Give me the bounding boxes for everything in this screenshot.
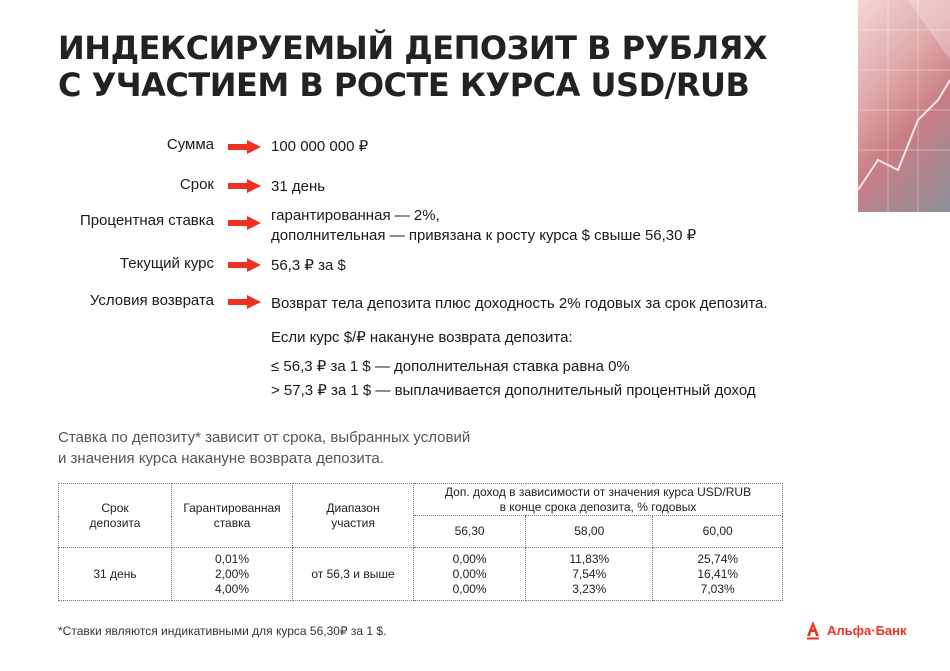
arrow-right-icon	[228, 216, 261, 230]
title-line-1: ИНДЕКСИРУЕМЫЙ ДЕПОЗИТ В РУБЛЯХ	[58, 29, 768, 67]
note-line-1: Ставка по депозиту* зависит от срока, выбранных условий	[58, 429, 471, 446]
term-label: Срок	[179, 176, 214, 193]
cell-rate-1: 0,00% 0,00% 0,00%	[414, 548, 526, 601]
cell-rate-2: 11,83% 7,54% 3,23%	[526, 548, 653, 601]
header-rate-1: 56,30	[414, 516, 526, 548]
return-value-case-high: > 57,3 ₽ за 1 $ — выплачивается дополнительный процентный доход	[271, 382, 756, 399]
return-value-condition: Если курс $/₽ накануне возврата депозита:	[271, 329, 573, 346]
header-extra-income: Доп. доход в зависимости от значения курса USD/RUB в конце срока депозита, % годовых	[414, 484, 783, 516]
return-label: Условия возврата	[89, 292, 214, 309]
arrow-right-icon	[228, 295, 261, 309]
deposit-rates-table	[58, 483, 783, 601]
rate-note	[58, 427, 470, 469]
header-range: Диапазон участия	[293, 484, 414, 548]
page-title	[58, 30, 767, 104]
fx-value: 56,3 ₽ за $	[271, 257, 346, 274]
term-value: 31 день	[271, 178, 326, 195]
amount-value: 100 000 000 ₽	[271, 138, 369, 155]
cell-rate-3: 25,74% 16,41% 7,03%	[653, 548, 783, 601]
header-rate-3: 60,00	[653, 516, 783, 548]
rate-label: Процентная ставка	[79, 212, 214, 229]
fx-label: Текущий курс	[119, 255, 214, 272]
cell-term: 31 день	[59, 548, 172, 601]
arrow-right-icon	[228, 140, 261, 154]
alfa-logo-icon	[805, 620, 821, 640]
arrow-right-icon	[228, 258, 261, 272]
rate-value-guaranteed: гарантированная — 2%,	[271, 207, 440, 224]
return-value-case-low: ≤ 56,3 ₽ за 1 $ — дополнительная ставка равна 0%	[271, 358, 630, 375]
cell-guaranteed: 0,01% 2,00% 4,00%	[172, 548, 293, 601]
bank-logo-text: Альфа·Банк	[827, 622, 907, 638]
return-value-main: Возврат тела депозита плюс доходность 2% годовых за срок депозита.	[271, 295, 768, 312]
bank-logo	[805, 620, 907, 640]
arrow-right-icon	[228, 179, 261, 193]
corner-decorative-image	[858, 0, 950, 212]
header-guaranteed: Гарантированная ставка	[172, 484, 293, 548]
header-rate-2: 58,00	[526, 516, 653, 548]
amount-label: Сумма	[166, 136, 214, 153]
table-row	[59, 548, 783, 601]
footnote: *Ставки являются индикативными для курса 56,30₽ за 1 $.	[58, 624, 387, 638]
note-line-2: и значения курса накануне возврата депозита.	[58, 450, 384, 467]
cell-range: от 56,3 и выше	[293, 548, 414, 601]
header-term: Срок депозита	[59, 484, 172, 548]
rate-value-additional: дополнительная — привязана к росту курса $ свыше 56,30 ₽	[271, 227, 697, 244]
title-line-2: С УЧАСТИЕМ В РОСТЕ КУРСА USD/RUB	[58, 66, 750, 104]
